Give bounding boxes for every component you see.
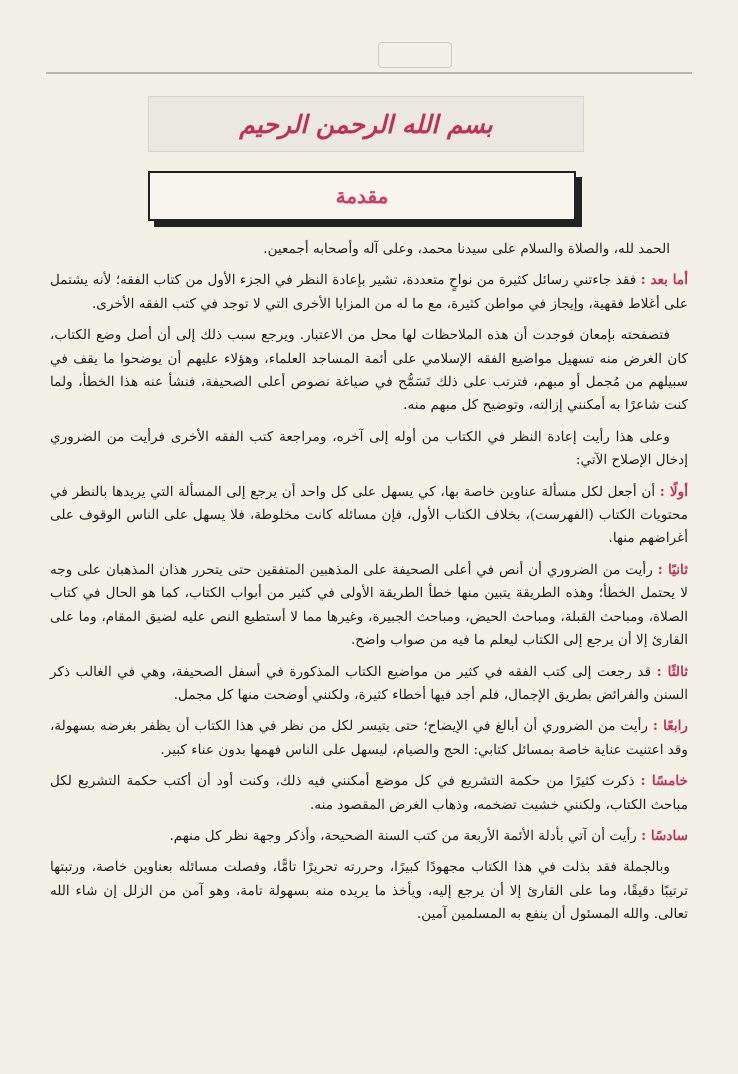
paragraph [50,324,688,418]
paragraph-lead: خامسًا : [640,773,688,790]
title-box [148,171,576,221]
section-title: مقدمة [335,184,389,208]
page-number-box [378,42,452,68]
section-title-frame [148,171,582,227]
paragraph [50,426,688,473]
paragraph [50,715,688,762]
paragraph [50,770,688,817]
paragraph [50,856,688,926]
paragraph-text: الحمد لله، والصلاة والسلام على سيدنا محمد، وعلى آله وأصحابه أجمعين. [263,241,670,257]
basmala-banner [148,96,584,152]
paragraph-text: وعلى هذا رأيت إعادة النظر في الكتاب من أوله إلى آخره، ومراجعة كتب الفقه الأخرى فرأيت من الضروري إدخال الإصلاح الآتي: [50,428,688,469]
paragraph [50,825,688,848]
paragraph-text: فتصفحته بإمعان فوجدت أن هذه الملاحظات لها محل من الاعتبار. ويرجع سبب ذلك إلى أن أصل وضع الكتاب، كان الغرض منه تسهيل مواضيع الفقه الإسلامي على أئمة المساجد العلماء، وهؤلاء عليهم أن يوضحوا ما يقف في سبيلهم من مُجمل أو مبهم، فترتب على ذلك تَسَمُّح في صياغة نصوص أعلى الصحيفة، فنشأ عنه هذا الخطأ، ولما كنت شاعرًا به أمكنني إزالته، وتوضيح كل مبهم منه. [50,327,688,414]
paragraph-text: ذكرت كثيرًا من حكمة التشريع في كل موضع أمكنني فيه ذلك، وكنت أود أن أكتب حكمة التشريع لكل مباحث الكتاب، ولكنني خشيت تضخمه، وذهاب الغرض المقصود منه. [50,773,688,813]
paragraph [50,559,688,653]
basmala-text: بسم الله الرحمن الرحيم [239,109,493,139]
paragraph-text: رأيت من الضروري أن أنص في أعلى الصحيفة على المذهبين المتفقين حتى يتحرر هذان المذهبان على وجه لا يحتمل الخطأ؛ وهذه الطريقة يتبين منها خطأ الطريقة الأولى في كثير من أبواب الكتاب، كما هو الحال في كتاب الصلاة، ومباحث القبلة، ومباحث الحيض، ومباحث الجبيرة، وغيرها مما لا أستطيع النص عليه لضيق المقام، وما على القارئ إلا أن يرجع إلى الكتاب ليعلم ما فيه من صواب واضح. [50,561,688,649]
running-header [46,28,692,74]
paragraph-text: قد رجعت إلى كتب الفقه في كثير من مواضيع الكتاب المذكورة في أسفل الصحيفة، وهي في الغالب ذكر السنن والفرائض بطريق الإجمال، فلم أجد فيها أخطاء كثيرة، ولكنني أوضحت منها كل مجمل. [50,663,688,703]
paragraph-text: رأيت من الضروري أن أبالغ في الإيضاح؛ حتى يتيسر لكل من نظر في هذا الكتاب أن يظفر بغرضه بسهولة، وقد اعتنيت عناية خاصة بمسائل كتابي: الحج والصيام، ليسهل على الناس فهمها بدون عناء كبير. [50,718,688,758]
paragraph [50,238,688,261]
paragraph-lead: رابعًا : [652,718,688,735]
paragraph-text: رأيت أن آتي بأدلة الأئمة الأربعة من كتب السنة الصحيحة، وأذكر وجهة نظر كل منهم. [169,827,637,844]
paragraph-text: أن أجعل لكل مسألة عناوين خاصة بها، كي يسهل على كل واحد أن يرجع إلى المسألة التي يريدها بالنظر في محتويات الكتاب (الفهرست)، بخلاف الكتاب الأول، فإن مسائله كانت مخلوطة، فلا يسهل على الناس الوقوف على أغراضهم منها. [50,483,688,547]
paragraph-lead: أولًا : [659,483,688,500]
paragraph-lead: ثالثًا : [656,663,688,680]
paragraph [50,661,688,708]
paragraph-lead: أما بعد : [640,272,688,289]
paragraph-text: فقد جاءتني رسائل كثيرة من نواحٍ متعددة، تشير بإعادة النظر في الجزء الأول من كتاب الفقه؛ لأنه يشتمل على أغلاط فقهية، وإيجاز في مواطن كثيرة، مع ما له من المزايا الأخرى التي لا توجد في كتب الفقه الأخرى. [50,272,688,312]
paragraph-text: وبالجملة فقد بذلت في هذا الكتاب مجهودًا كبيرًا، وحررته تحريرًا تامًّا، وفصلت مسائله بعناوين خاصة، ورتبتها ترتيبًا دقيقًا، وما على القارئ إلا أن يرجع إليه، ويأخذ ما يريده منه بسهولة تامة، وهو آمن من الزلل إن شاء الله تعالى. والله المسئول أن ينفع به المسلمين آمين. [50,859,688,923]
paragraph-lead: ثانيًا : [657,561,688,578]
paragraph [50,269,688,316]
body-text [50,238,688,935]
paragraph-lead: سادسًا : [641,827,688,844]
paragraph [50,481,688,551]
